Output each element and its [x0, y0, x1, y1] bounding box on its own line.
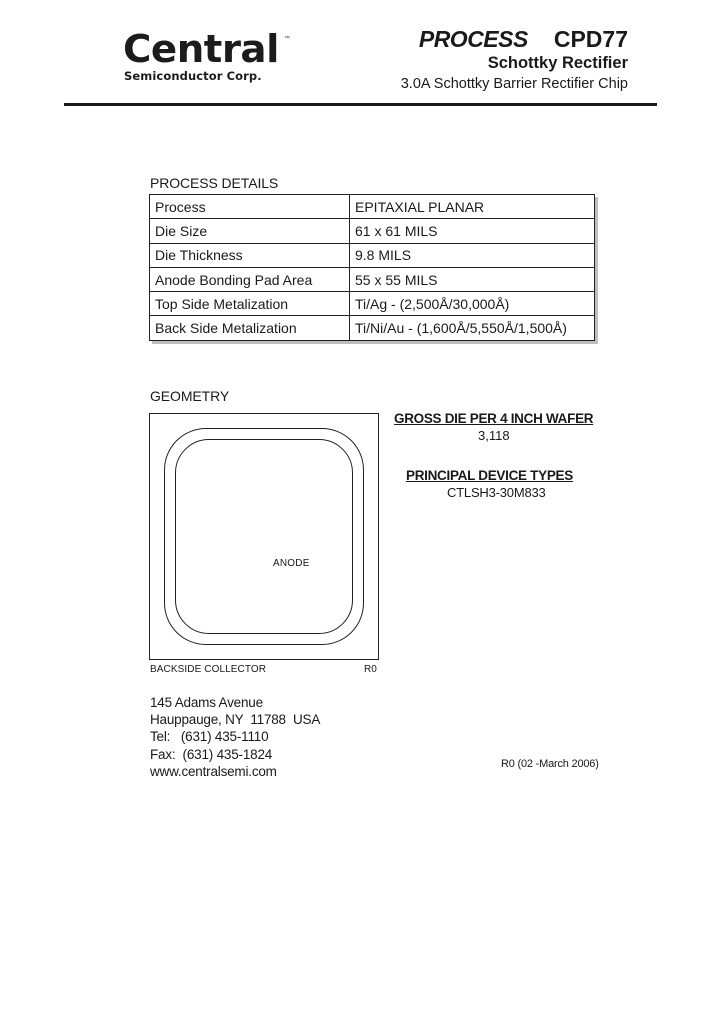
row-value: EPITAXIAL PLANAR — [350, 195, 595, 219]
gross-die-value: 3,118 — [478, 428, 510, 443]
table-row — [150, 195, 595, 219]
table-row — [150, 243, 595, 267]
table-row — [150, 292, 595, 316]
logo-subtitle: Semiconductor Corp. — [124, 69, 262, 83]
row-label: Die Thickness — [150, 243, 350, 267]
address-fax: Fax: (631) 435-1824 — [150, 746, 273, 762]
row-label: Anode Bonding Pad Area — [150, 267, 350, 291]
row-label: Process — [150, 195, 350, 219]
central-logo — [123, 27, 293, 83]
address-tel: Tel: (631) 435-1110 — [150, 729, 269, 745]
geometry-title: GEOMETRY — [150, 388, 230, 404]
process-details-table — [149, 194, 595, 341]
table-row — [150, 219, 595, 243]
company-address — [150, 694, 320, 780]
header-divider — [64, 103, 657, 106]
document-header — [401, 26, 628, 94]
device-description: 3.0A Schottky Barrier Rectifier Chip — [400, 76, 628, 92]
principal-device-value: CTLSH3-30M833 — [447, 485, 546, 500]
revision-date: R0 (02 -March 2006) — [501, 758, 599, 770]
header-title-line — [401, 26, 628, 52]
row-value: 9.8 MILS — [350, 243, 595, 267]
anode-label: ANODE — [273, 558, 310, 569]
row-label: Top Side Metalization — [150, 292, 350, 316]
process-details-title: PROCESS DETAILS — [150, 175, 279, 191]
row-value: Ti/Ni/Au - (1,600Å/5,550Å/1,500Å) — [350, 316, 595, 340]
die-guard-ring-inner — [175, 439, 353, 634]
table-row — [150, 267, 595, 291]
row-label: Die Size — [150, 219, 350, 243]
row-label: Back Side Metalization — [150, 316, 350, 340]
address-street: 145 Adams Avenue — [150, 695, 263, 710]
logo-wordmark: Central — [123, 27, 279, 71]
row-value: 55 x 55 MILS — [350, 267, 595, 291]
table-row — [150, 316, 595, 340]
row-value: Ti/Ag - (2,500Å/30,000Å) — [350, 292, 595, 316]
gross-die-title: GROSS DIE PER 4 INCH WAFER — [394, 411, 594, 426]
geometry-revision: R0 — [364, 664, 377, 675]
process-label: PROCESS — [418, 26, 528, 52]
row-value: 61 x 61 MILS — [350, 219, 595, 243]
die-outline — [149, 413, 379, 660]
address-web: www.centralsemi.com — [150, 763, 277, 779]
die-guard-ring-outer — [164, 428, 364, 645]
address-city: Hauppauge, NY 11788 USA — [150, 712, 321, 728]
logo-trademark: ™ — [284, 36, 290, 42]
backside-collector-label: BACKSIDE COLLECTOR — [150, 664, 267, 675]
device-family: Schottky Rectifier — [487, 54, 628, 72]
principal-device-title: PRINCIPAL DEVICE TYPES — [406, 468, 573, 483]
part-number: CPD77 — [553, 26, 628, 52]
